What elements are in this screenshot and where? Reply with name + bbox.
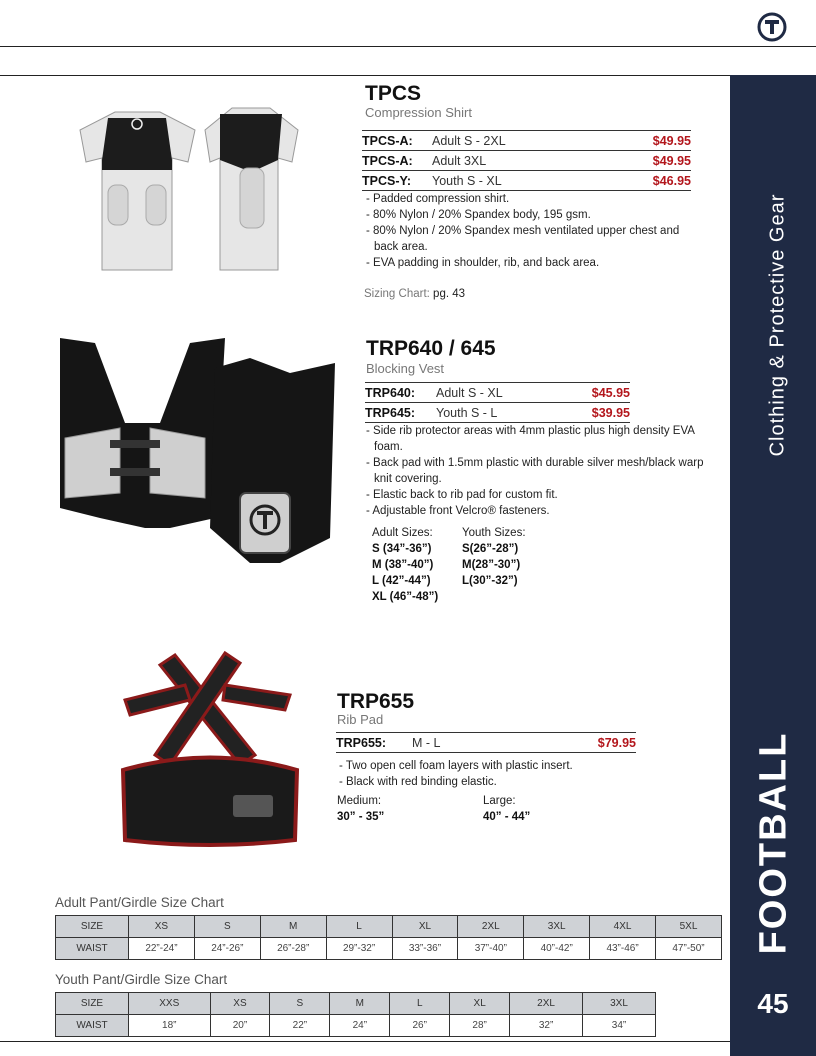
large-label: Large: [483,795,516,807]
price-table [362,130,691,191]
size-cell: XXS [129,993,211,1015]
sidebar-section: FOOTBALL [752,731,795,955]
price-value: $79.95 [597,735,636,750]
price-value: $45.95 [591,385,630,400]
price-code: TRP655: [336,735,387,750]
price-row [362,130,691,150]
waist-cell: 40”-42” [524,938,590,960]
adult-size-item: M (38”-40”) [372,559,434,571]
feature-item: - 80% Nylon / 20% Spandex body, 195 gsm. [366,209,591,221]
price-code: TPCS-Y: [362,173,412,188]
youth-size-table [55,992,656,1037]
price-size: Adult 3XL [432,153,487,168]
waist-cell: 37”-40” [458,938,524,960]
youth-size-item: L(30”-32”) [462,575,518,587]
adult-sizes-label: Adult Sizes: [372,527,433,539]
waist-cell: 26”-28” [260,938,326,960]
waist-cell: 20” [210,1015,270,1037]
size-cell: 2XL [458,916,524,938]
size-cell: 5XL [656,916,722,938]
product-code: TRP640 / 645 [366,337,496,360]
table-row [56,916,722,938]
medium-label: Medium: [337,795,382,807]
size-cell: L [326,916,392,938]
youth-sizes-label: Youth Sizes: [462,527,526,539]
waist-cell: 26” [390,1015,450,1037]
waist-header: WAIST [56,938,129,960]
price-size: Youth S - L [436,405,498,420]
footer-rule [0,1041,730,1042]
feature-list [337,758,677,790]
waist-cell: 24” [330,1015,390,1037]
medium-size [337,793,384,825]
header-rule [0,46,816,47]
page-number: 45 [757,988,789,1019]
waist-cell: 18” [129,1015,211,1037]
waist-cell: 33”-36” [392,938,458,960]
price-row [362,170,691,191]
large-value: 40” - 44” [483,811,531,823]
large-size [483,793,530,825]
medium-value: 30” - 35” [337,811,385,823]
size-cell: 3XL [583,993,656,1015]
price-size: Adult S - XL [436,385,503,400]
price-row [365,382,630,402]
content-top-rule [0,75,730,76]
feature-item: - Two open cell foam layers with plastic insert. [339,760,573,772]
adult-size-list [372,525,438,605]
waist-cell: 34” [583,1015,656,1037]
adult-chart-title: Adult Pant/Girdle Size Chart [55,895,224,910]
size-cell: 3XL [524,916,590,938]
price-value: $39.95 [591,405,630,420]
price-code: TPCS-A: [362,133,413,148]
size-cell: 4XL [590,916,656,938]
table-row [56,1015,656,1037]
price-value: $49.95 [652,153,691,168]
price-row [362,150,691,170]
size-header: SIZE [56,993,129,1015]
feature-item: - Adjustable front Velcro® fasteners. [366,505,550,517]
price-code: TRP645: [365,405,416,420]
price-code: TPCS-A: [362,153,413,168]
price-row [365,402,630,423]
sizing-chart-label: Sizing Chart: [364,288,430,300]
size-cell: XS [210,993,270,1015]
feature-item: - Padded compression shirt. [366,193,510,205]
price-table [336,732,636,753]
waist-header: WAIST [56,1015,129,1037]
adult-size-item: L (42”-44”) [372,575,431,587]
sizing-chart-note [364,288,465,300]
price-value: $46.95 [652,173,691,188]
size-header: SIZE [56,916,129,938]
size-cell: XL [450,993,510,1015]
price-size: Adult S - 2XL [432,133,506,148]
feature-list [364,423,704,519]
size-cell: XL [392,916,458,938]
size-cell: L [390,993,450,1015]
adult-size-item: XL (46”-48”) [372,591,439,603]
size-cell: M [330,993,390,1015]
size-cell: XS [129,916,195,938]
waist-cell: 32” [510,1015,583,1037]
product-name: Compression Shirt [365,105,472,120]
waist-cell: 22”-24” [129,938,195,960]
size-cell: M [260,916,326,938]
youth-size-item: S(26”-28”) [462,543,519,555]
price-size: M - L [412,735,441,750]
youth-size-item: M(28”-30”) [462,559,521,571]
youth-size-list [462,525,526,589]
feature-item: - Elastic back to rib pad for custom fit. [366,489,558,501]
waist-cell: 29”-32” [326,938,392,960]
table-row [56,938,722,960]
product-name: Rib Pad [337,712,384,727]
price-row [336,732,636,753]
waist-cell: 22” [270,1015,330,1037]
table-row [56,993,656,1015]
price-code: TRP640: [365,385,416,400]
compression-shirt-image [60,100,310,280]
feature-item: - Black with red binding elastic. [339,776,497,788]
price-value: $49.95 [652,133,691,148]
price-size: Youth S - XL [432,173,502,188]
feature-item: - 80% Nylon / 20% Spandex mesh ventilated upper chest and back area. [366,225,680,253]
adult-size-item: S (34”-36”) [372,543,432,555]
size-cell: S [194,916,260,938]
feature-list [364,191,704,271]
sidebar-category: Clothing & Protective Gear [766,193,789,457]
feature-item: - Back pad with 1.5mm plastic with durable silver mesh/black warp knit covering. [366,457,704,485]
price-table [365,382,630,423]
size-cell: 2XL [510,993,583,1015]
size-cell: S [270,993,330,1015]
tag-logo-icon [757,12,787,42]
product-name: Blocking Vest [366,361,445,376]
waist-cell: 47”-50” [656,938,722,960]
youth-chart-title: Youth Pant/Girdle Size Chart [55,972,228,987]
blocking-vest-image [50,328,350,573]
sizing-chart-page: pg. 43 [433,288,466,300]
product-code: TPCS [365,82,422,105]
adult-size-table [55,915,722,960]
waist-cell: 28” [450,1015,510,1037]
waist-cell: 43”-46” [590,938,656,960]
feature-item: - EVA padding in shoulder, rib, and back area. [366,257,600,269]
waist-cell: 24”-26” [194,938,260,960]
feature-item: - Side rib protector areas with 4mm plastic plus high density EVA foam. [366,425,695,453]
rib-pad-image [115,645,305,850]
product-code: TRP655 [337,690,415,713]
